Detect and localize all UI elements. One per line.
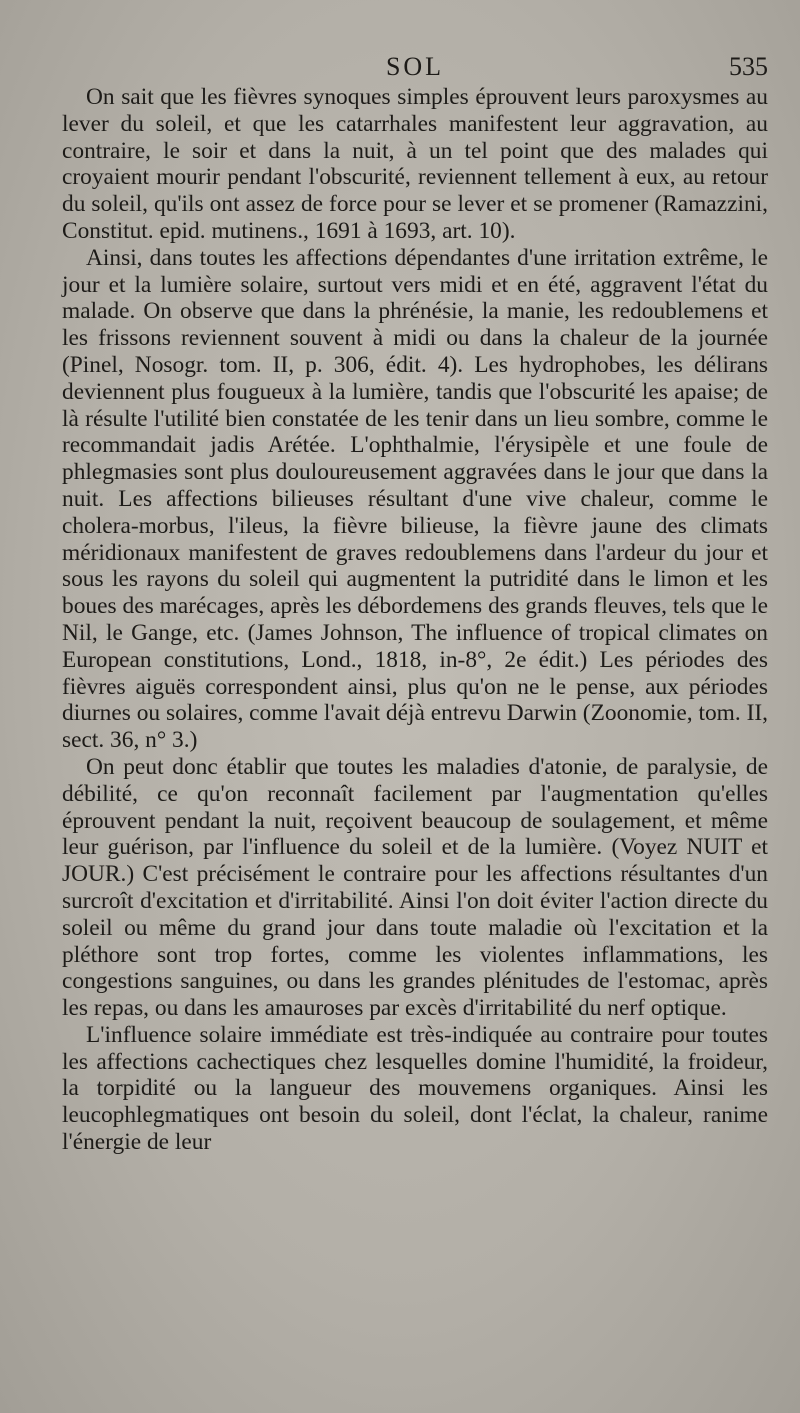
paragraph-4: L'influence solaire immédiate est très-indiquée au contraire pour toutes les affections cachectiques chez lesquelles domine l'humidité, la froideur, la torpidité ou la langueur des mouvemens organiques. Ainsi les leucophlegmatiques ont besoin du soleil, dont l'éclat, la chaleur, ranime l'énergie de leur bbox=[62, 1021, 768, 1156]
paragraph-3: On peut donc établir que toutes les maladies d'atonie, de paralysie, de débilité, ce qu'on reconnaît facilement par l'augmentation qu'elles éprouvent pendant la nuit, reçoivent beaucoup de soulagement, et même leur guérison, par l'influence du soleil et de la lumière. (Voyez NUIT et JOUR.) C'est précisément le contraire pour les affections résultantes d'un surcroît d'excitation et d'irritabilité. Ainsi l'on doit éviter l'action directe du soleil ou même du grand jour dans toute maladie où l'excitation et la pléthore sont trop fortes, comme les violentes inflammations, les congestions sanguines, ou dans les grandes plénitudes de l'estomac, après les repas, ou dans les amauroses par excès d'irritabilité du nerf optique. bbox=[62, 753, 768, 1022]
paragraph-1: On sait que les fièvres synoques simples éprouvent leurs paroxysmes au lever du soleil, et que les catarrhales manifestent leur aggravation, au contraire, le soir et dans la nuit, à un tel point que des malades qui croyaient mourir pendant l'obscurité, reviennent tellement à eux, au retour du soleil, qu'ils ont assez de force pour se lever et se promener (Ramazzini, Constitut. epid. mutinens., 1691 à 1693, art. 10). bbox=[62, 84, 768, 244]
running-title: SOL bbox=[385, 52, 445, 81]
page-number: 535 bbox=[729, 52, 768, 81]
paragraph-2: Ainsi, dans toutes les affections dépendantes d'une irritation extrême, le jour et la lumière solaire, surtout vers midi et en été, aggravent l'état du malade. On observe que dans la phrénésie, la manie, les redoublemens et les frissons reviennent souvent à midi ou dans la chaleur de la journée (Pinel, Nosogr. tom. II, p. 306, édit. 4). Les hydrophobes, les délirans deviennent plus fougueux à la lumière, tandis que l'obscurité les apaise; de là résulte l'utilité bien constatée de les tenir dans un lieu sombre, comme le recommandait jadis Arétée. L'ophthalmie, l'érysipèle et une foule de phlegmasies sont plus douloureusement aggravées dans le jour que dans la nuit. Les affections bilieuses résultant d'une vive chaleur, comme le cholera-morbus, l'ileus, la fièvre bilieuse, la fièvre jaune des climats méridionaux manifestent de graves redoublemens dans l'ardeur du jour et sous les rayons du soleil qui augmentent la putridité dans le limon et les boues des marécages, après les débordemens des grands fleuves, tels que le Nil, le Gange, etc. (James Johnson, The influence of tropical climates on European constitutions, Lond., 1818, in-8°, 2e édit.) Les périodes des fièvres aiguës correspondent ainsi, plus qu'on ne le pense, aux périodes diurnes ou solaires, comme l'avait déjà entrevu Darwin (Zoonomie, tom. II, sect. 36, n° 3.) bbox=[62, 244, 768, 754]
page-body bbox=[62, 84, 768, 1156]
